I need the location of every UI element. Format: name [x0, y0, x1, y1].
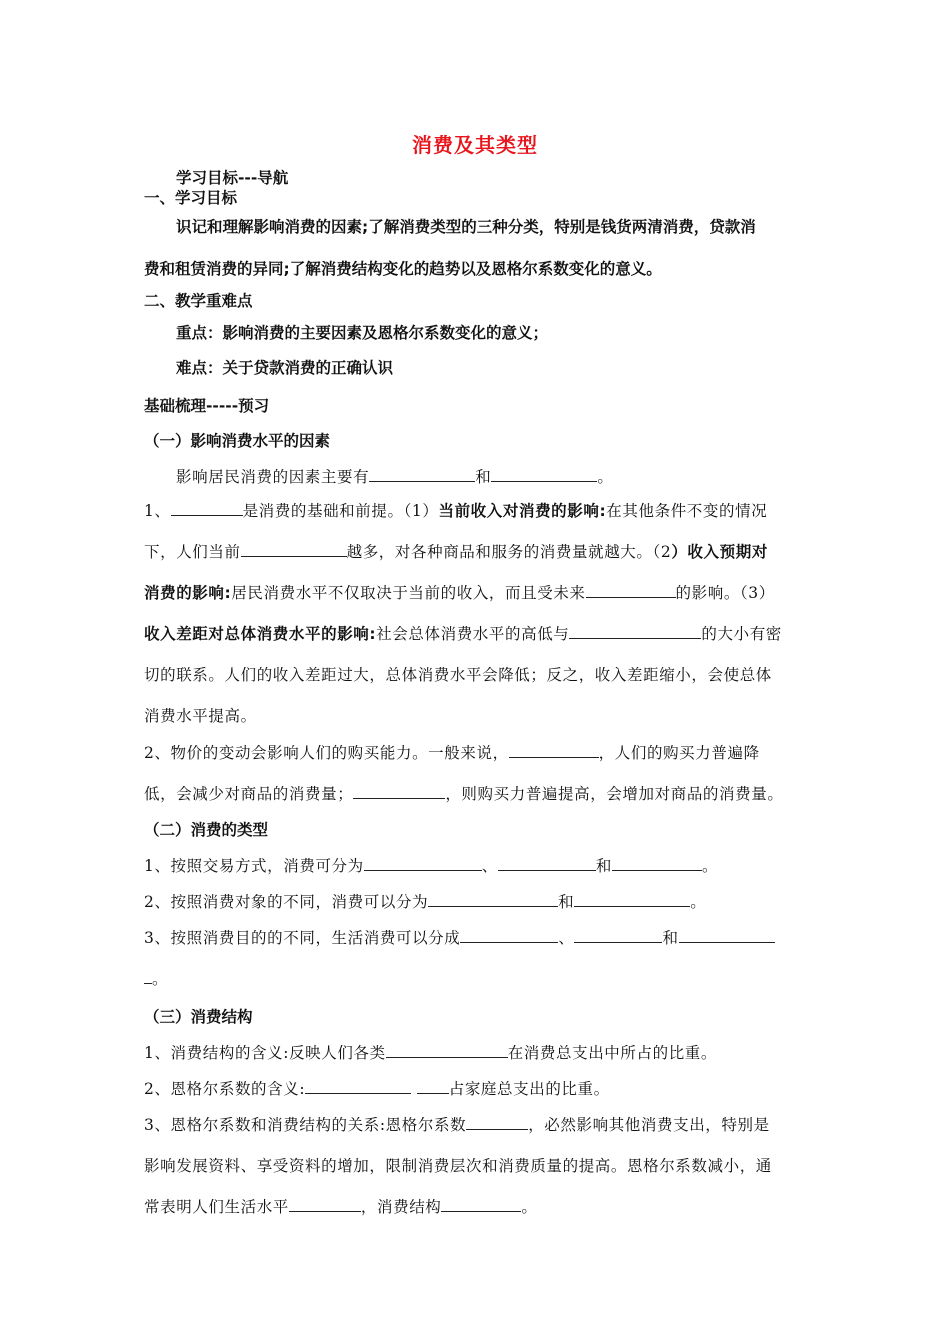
structure-line-1: 1、消费结构的含义:反映人们各类 在消费总支出中所占的比重。	[144, 1044, 717, 1062]
section-1-intro: 影响居民消费的因素主要有 和 。	[176, 468, 614, 486]
blank-field	[428, 892, 558, 907]
blank-field	[386, 1043, 508, 1058]
blank-field	[369, 467, 475, 482]
type-line-1: 1、按照交易方式，消费可分为 、 和 。	[144, 857, 719, 875]
para-1-line-2: 下，人们当前 越多，对各种商品和服务的消费量就越大。（2）收入预期对	[144, 543, 768, 561]
type-line-2: 2、按照消费对象的不同，消费可以分为 和 。	[144, 893, 707, 911]
structure-line-2: 2、恩格尔系数的含义: 占家庭总支出的比重。	[144, 1080, 610, 1098]
heading-key-points: 二、教学重难点	[144, 292, 253, 310]
section-2-heading: （二）消费的类型	[144, 821, 269, 839]
blank-field	[305, 1079, 411, 1094]
blank-field	[679, 928, 775, 943]
blank-field	[171, 501, 243, 516]
blank-field	[491, 467, 597, 482]
blank-field	[353, 784, 445, 799]
type-line-3: 3、按照消费目的的不同，生活消费可以分成 、 和	[144, 926, 810, 948]
structure-line-4: 影响发展资料、享受资料的增加，限制消费层次和消费质量的提高。恩格尔系数减小，通	[144, 1157, 772, 1175]
blank-field	[441, 1197, 521, 1212]
para-2-line-1: 2、物价的变动会影响人们的购买能力。一般来说， ，人们的购买力普遍降	[144, 744, 760, 762]
para-1-line-5: 切的联系。人们的收入差距过大，总体消费水平会降低；反之，收入差距缩小，会使总体	[144, 666, 772, 684]
blank-field	[460, 928, 558, 943]
para-1-line-1: 1、 是消费的基础和前提。（1）当前收入对消费的影响:在其他条件不变的情况	[144, 502, 768, 520]
blank-field	[574, 928, 662, 943]
page-title: 消费及其类型	[412, 133, 538, 157]
para-1-line-4: 收入差距对总体消费水平的影响:社会总体消费水平的高低与 的大小有密	[144, 625, 782, 643]
blank-field	[289, 1197, 361, 1212]
structure-line-3: 3、恩格尔系数和消费结构的关系:恩格尔系数 ，必然影响其他消费支出，特别是	[144, 1116, 770, 1134]
blank-field	[144, 969, 152, 984]
review-heading: 基础梳理-----预习	[144, 397, 270, 415]
para-2-line-2: 低，会减少对商品的消费量； ，则购买力普遍提高，会增加对商品的消费量。	[144, 785, 784, 803]
blank-field	[466, 1115, 528, 1130]
heading-goals: 一、学习目标	[144, 189, 238, 207]
goal-line-1: 识记和理解影响消费的因素;了解消费类型的三种分类，特别是钱货两清消费，贷款消	[176, 218, 756, 236]
blank-field	[241, 542, 347, 557]
goal-line-2: 费和租赁消费的异同;了解消费结构变化的趋势以及恩格尔系数变化的意义。	[144, 260, 662, 278]
blank-field	[586, 583, 676, 598]
blank-field	[612, 856, 702, 871]
difficult-point: 难点：关于贷款消费的正确认识	[176, 359, 394, 377]
blank-field	[498, 856, 596, 871]
section-1-heading: （一）影响消费水平的因素	[144, 432, 331, 450]
blank-field	[574, 892, 690, 907]
type-line-3-end: 。	[144, 967, 810, 989]
blank-field	[509, 743, 599, 758]
structure-line-5: 常表明人们生活水平 ，消费结构 。	[144, 1198, 538, 1216]
para-1-line-3: 消费的影响:居民消费水平不仅取决于当前的收入，而且受未来 的影响。（3）	[144, 584, 775, 602]
key-point: 重点：影响消费的主要因素及恩格尔系数变化的意义；	[176, 324, 549, 342]
blank-field	[417, 1079, 449, 1094]
nav-label: 学习目标---导航	[176, 169, 289, 187]
para-1-line-6: 消费水平提高。	[144, 707, 257, 725]
blank-field	[569, 624, 701, 639]
section-3-heading: （三）消费结构	[144, 1008, 253, 1026]
blank-field	[364, 856, 482, 871]
